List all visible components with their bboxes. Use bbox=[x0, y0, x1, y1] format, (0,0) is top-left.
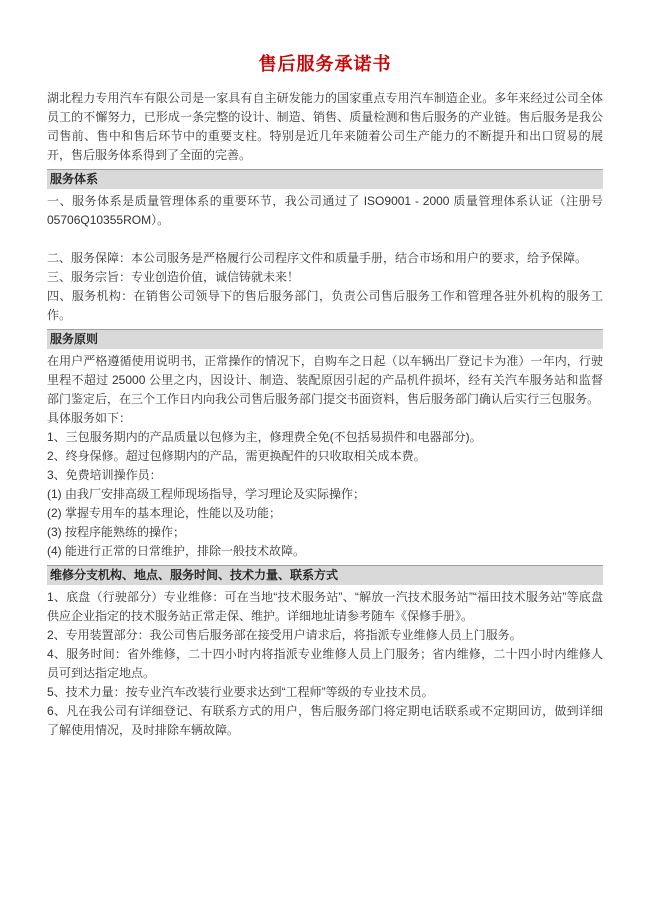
service-principles-sublead: 具体服务如下： bbox=[47, 411, 132, 425]
intro-paragraph: 湖北程力专用汽车有限公司是一家具有自主研发能力的国家重点专用汽车制造企业。多年来经过公司全体员工的不懈努力，已形成一条完整的设计、制造、销售、质量检测和售后服务的产业链。售后服务是我公司售前、售中和售后环节中的重要支柱。特别是近几年来随着公司生产能力的不断提升和出口贸易的展开，售后服务体系得到了全面的完善。 bbox=[47, 91, 603, 162]
training-sub-item-3: (3) 按程序能熟练的操作； bbox=[47, 525, 186, 539]
service-system-item-2: 二、服务保障：本公司服务是严格履行公司程序文件和质量手册，结合市场和用户的要求，给予保障。 bbox=[47, 251, 588, 265]
repair-network-item-6: 6、凡在我公司有详细登记、有联系方式的用户，售后服务部门将定期电话联系或不定期回访，做到详细了解使用情况，及时排除车辆故障。 bbox=[47, 704, 603, 737]
service-system-item-1: 一、服务体系是质量管理体系的重要环节，我公司通过了 ISO9001 - 2000 质量管理体系认证（注册号 05706Q10355ROM）。 bbox=[47, 194, 603, 227]
training-sub-item-2: (2) 掌握专用车的基本理论，性能以及功能； bbox=[47, 506, 282, 520]
repair-network-item-4: 4、服务时间：省外维修，二十四小时内将指派专业维修人员上门服务；省内维修，二十四小时内维修人员可到达指定地点。 bbox=[47, 647, 603, 680]
repair-network-item-2: 2、专用装置部分：我公司售后服务部在接受用户请求后，将指派专业维修人员上门服务。 bbox=[47, 628, 522, 642]
training-sub-item-1: (1) 由我厂安排高级工程师现场指导，学习理论及实际操作； bbox=[47, 487, 366, 501]
service-principles-item-2: 2、终身保修。超过包修期内的产品，需更换配件的只收取相关成本费。 bbox=[47, 449, 426, 463]
repair-network-item-5: 5、技术力量：按专业汽车改装行业要求达到“工程师”等级的专业技术员。 bbox=[47, 685, 434, 699]
section-heading-service-system: 服务体系 bbox=[47, 169, 603, 189]
repair-network-item-1: 1、底盘（行驶部分）专业维修：可在当地“技术服务站”、“解放一汽技术服务站”“福田技术服务站”等底盘供应企业指定的技术服务站正常走保、维护。详细地址请参考随车《保修手册》。 bbox=[47, 590, 603, 623]
section-heading-service-principles: 服务原则 bbox=[47, 329, 603, 349]
service-system-item-4: 四、服务机构：在销售公司领导下的售后服务部门，负责公司售后服务工作和管理各驻外机构的服务工作。 bbox=[47, 289, 603, 322]
service-principles-item-3: 3、免费培训操作员： bbox=[47, 468, 162, 482]
document-title: 售后服务承诺书 bbox=[258, 54, 392, 74]
service-principles-lead: 在用户严格遵循使用说明书，正常操作的情况下，自购车之日起（以车辆出厂登记卡为准）一年内，行驶里程不超过 25000 公里之内，因设计、制造、装配原因引起的产品机件损坏，经有关汽车服务站和监督部门鉴定后，在三个工作日内向我公司售后服务部门提交书面资料，售后服务部门确认后实行三包服务。 bbox=[47, 354, 603, 406]
service-principles-item-1: 1、三包服务期内的产品质量以包修为主，修理费全免(不包括易损件和电器部分)。 bbox=[47, 430, 482, 444]
training-sub-item-4: (4) 能进行正常的日常维护，排除一般技术故障。 bbox=[47, 544, 306, 558]
section-heading-repair-network: 维修分支机构、地点、服务时间、技术力量、联系方式 bbox=[47, 565, 603, 585]
service-system-item-3: 三、服务宗旨：专业创造价值，诚信铸就未来！ bbox=[47, 270, 300, 284]
